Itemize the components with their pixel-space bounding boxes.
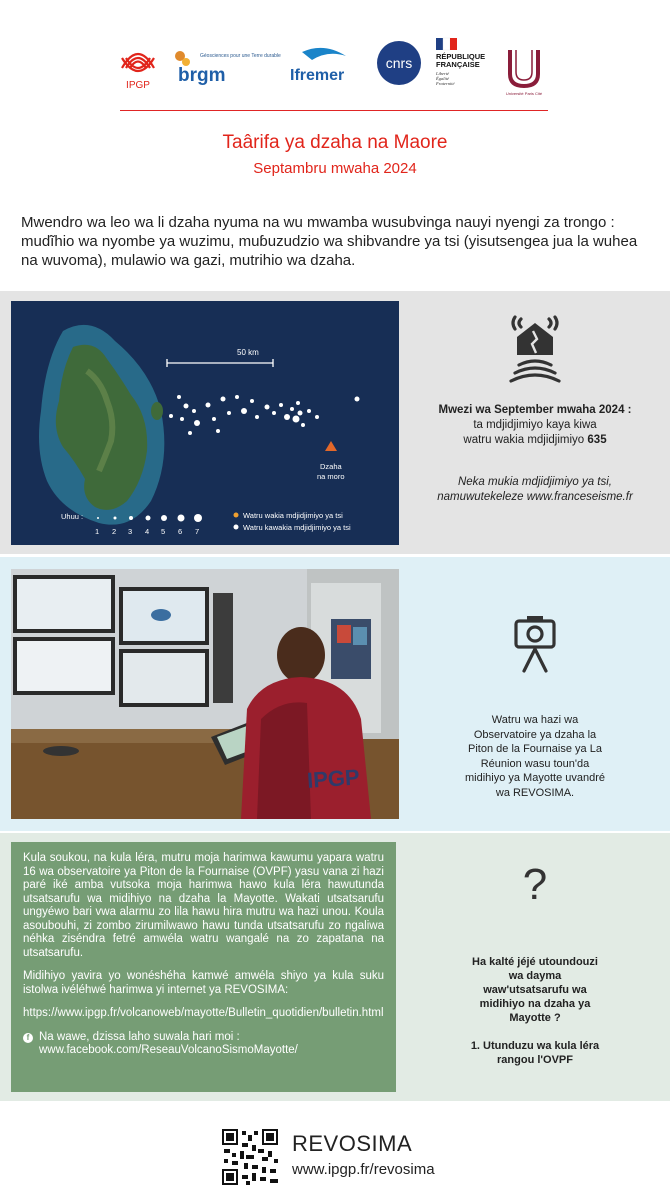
facebook-icon: f: [23, 1033, 33, 1043]
universite-paris-cite-logo: [502, 40, 546, 98]
qr-code[interactable]: [222, 1129, 278, 1185]
legend-size-title: Uhuu :: [61, 512, 84, 521]
svg-text:Égalité: Égalité: [436, 76, 449, 81]
jacket-text: IPGP: [306, 764, 361, 793]
partner-logos: [116, 38, 556, 100]
faq-answer-1: 1. Utunduzu wa kula léra: [470, 1040, 600, 1052]
report-line2: namuwutekeleze www.franceseisme.fr: [437, 491, 633, 503]
faq-question-2: wa dayma: [508, 970, 562, 982]
scale-label: 50 km: [237, 348, 259, 357]
faq-question-1: Ha kalté jéjé utoundouzi: [472, 956, 598, 968]
svg-text:Ifremer: Ifremer: [290, 67, 345, 84]
svg-text:cnrs: cnrs: [385, 55, 413, 71]
faq-question-5: Mayotte ?: [509, 1012, 561, 1024]
svg-text:Fraternité: Fraternité: [436, 81, 455, 86]
faq-block: [412, 861, 658, 1067]
caption-line4: Réunion wasu toun'da: [480, 757, 590, 770]
seismic-line3: [412, 433, 658, 448]
legend-not-felt: Watru kawakia mdjidjimiyo ya tsi: [243, 523, 351, 532]
seismicity-map: [11, 301, 399, 545]
facebook-text: Na wawe, dzissa laho suwala hari moi :: [39, 1030, 240, 1043]
legend-size-5: 5: [161, 527, 166, 536]
seismicity-panel: [0, 291, 670, 554]
brgm-logo: [172, 44, 281, 86]
svg-text:brgm: brgm: [178, 65, 226, 86]
caption-line2: Observatoire ya dzaha la: [473, 728, 597, 741]
legend-size-1: 1: [95, 527, 100, 536]
volcano-label-line2: na moro: [317, 472, 345, 481]
cnrs-logo: [376, 40, 422, 86]
intro-paragraph: Mwendro wa leo wa li dzaha nyuma na wu mwamba wusubvinga nauyi nyengi za trongo : mudĩhio wa nyombe ya wuzimu, muɓuzudzio wa shibvandre ya tsi (yisutsengea jua la wuhea na wuvoma), mulawio wa gazi, mutrihio wa dzaha.: [21, 214, 638, 269]
legend-size-7: 7: [195, 527, 200, 536]
observatory-photo: [11, 569, 399, 819]
legend-felt: Watru wakia mdjidjimiyo ya tsi: [243, 511, 343, 520]
seismic-summary: [412, 313, 658, 505]
monitoring-textbox: [11, 842, 396, 1092]
legend-size-3: 3: [128, 527, 133, 536]
footer-title: REVOSIMA: [292, 1131, 413, 1156]
faq-question-3: waw'utsatsarufu wa: [483, 984, 587, 996]
footer-url[interactable]: www.ipgp.fr/revosima: [292, 1161, 435, 1178]
house-seismic-icon: [509, 313, 561, 385]
volcano-label-line1: Dzaha: [320, 462, 342, 471]
caption-line6: wa REVOSIMA.: [495, 786, 575, 799]
svg-text:FRANÇAISE: FRANÇAISE: [436, 60, 480, 69]
republique-francaise-logo: [434, 38, 498, 90]
bulletin-link[interactable]: https://www.ipgp.fr/volcanoweb/mayotte/Bulletin_quotidien/bulletin.html: [23, 1007, 384, 1019]
seismic-count: 635: [587, 434, 607, 446]
page-subtitle: Septambru mwaha 2024: [253, 160, 417, 177]
svg-text:RÉPUBLIQUE: RÉPUBLIQUE: [436, 52, 486, 61]
caption-line1: Watru wa hazi wa: [491, 714, 579, 726]
svg-text:Université Paris Cité: Université Paris Cité: [505, 91, 543, 96]
header-divider: [120, 110, 548, 111]
faq-question-4: midihiyo na dzaha ya: [479, 998, 591, 1010]
legend-size-2: 2: [112, 527, 117, 536]
monitoring-paragraph-1: Kula soukou, na kula léra, mutru moja harimwa kawumu yapara watru 16 wa observatoire ya Piton de la Fournaise (OVPF) yasu vana zi hazi paré iké amba vutsoka moja harimwa hawo kula léra hawutunda utsatsarufu wa midihiyo na dzaha la Mayotte. Wakati utsatsarufu ungyéwo bari vwa alarmu zo lila hawu hira mutru wa hazi unou. Koula asoubouhi, zi zombo zirumilwawo hawu tunda utsatsarufu zo ngaliwa néhka ziséndra fetré amwéla watru wangalé na zo zapatana na utsatsarufu.: [23, 852, 384, 959]
ifremer-logo: [284, 44, 370, 86]
seismic-line2: ta mdjidjimiyo kaya kiwa: [473, 419, 597, 431]
svg-text:Liberté: Liberté: [436, 71, 449, 76]
question-mark-icon: ?: [522, 860, 548, 909]
monitoring-paragraph-2: Midihiyo yavira yo wonéshéha kamwé amwéla shiyo ya kula suku istolwa ivéléhwé harimwa yi internet ya REVOSIMA:: [23, 970, 384, 996]
page-title: Taârifa ya dzaha na Maore: [222, 132, 448, 153]
camera-tripod-icon: [512, 613, 558, 673]
caption-line5: midihiyo ya Mayotte uvandré: [464, 772, 605, 784]
svg-text:Géosciences pour une Terre dur: Géosciences pour une Terre durable: [200, 53, 281, 59]
ipgp-logo: [116, 38, 160, 92]
faq-answer-2: rangou l'OVPF: [497, 1054, 573, 1066]
facebook-link[interactable]: www.facebook.com/ReseauVolcanoSismoMayotte/: [39, 1044, 298, 1056]
observatory-caption: [412, 613, 658, 800]
facebook-line: [23, 1031, 384, 1058]
seismic-line3-prefix: watru wakia mdjidjimiyo: [463, 434, 585, 446]
report-line1: Neka mukia mdjidjimiyo ya tsi,: [457, 476, 612, 488]
legend-size-4: 4: [145, 527, 150, 536]
map-graphic: [11, 301, 399, 545]
svg-text:IPGP: IPGP: [126, 80, 150, 91]
observatory-panel: [0, 557, 670, 831]
caption-line3: Piton de la Fournaise ya La: [468, 743, 602, 755]
seismic-heading: Mwezi wa September mwaha 2024 :: [438, 404, 632, 416]
monitoring-panel: [0, 833, 670, 1101]
legend-size-6: 6: [178, 527, 183, 536]
